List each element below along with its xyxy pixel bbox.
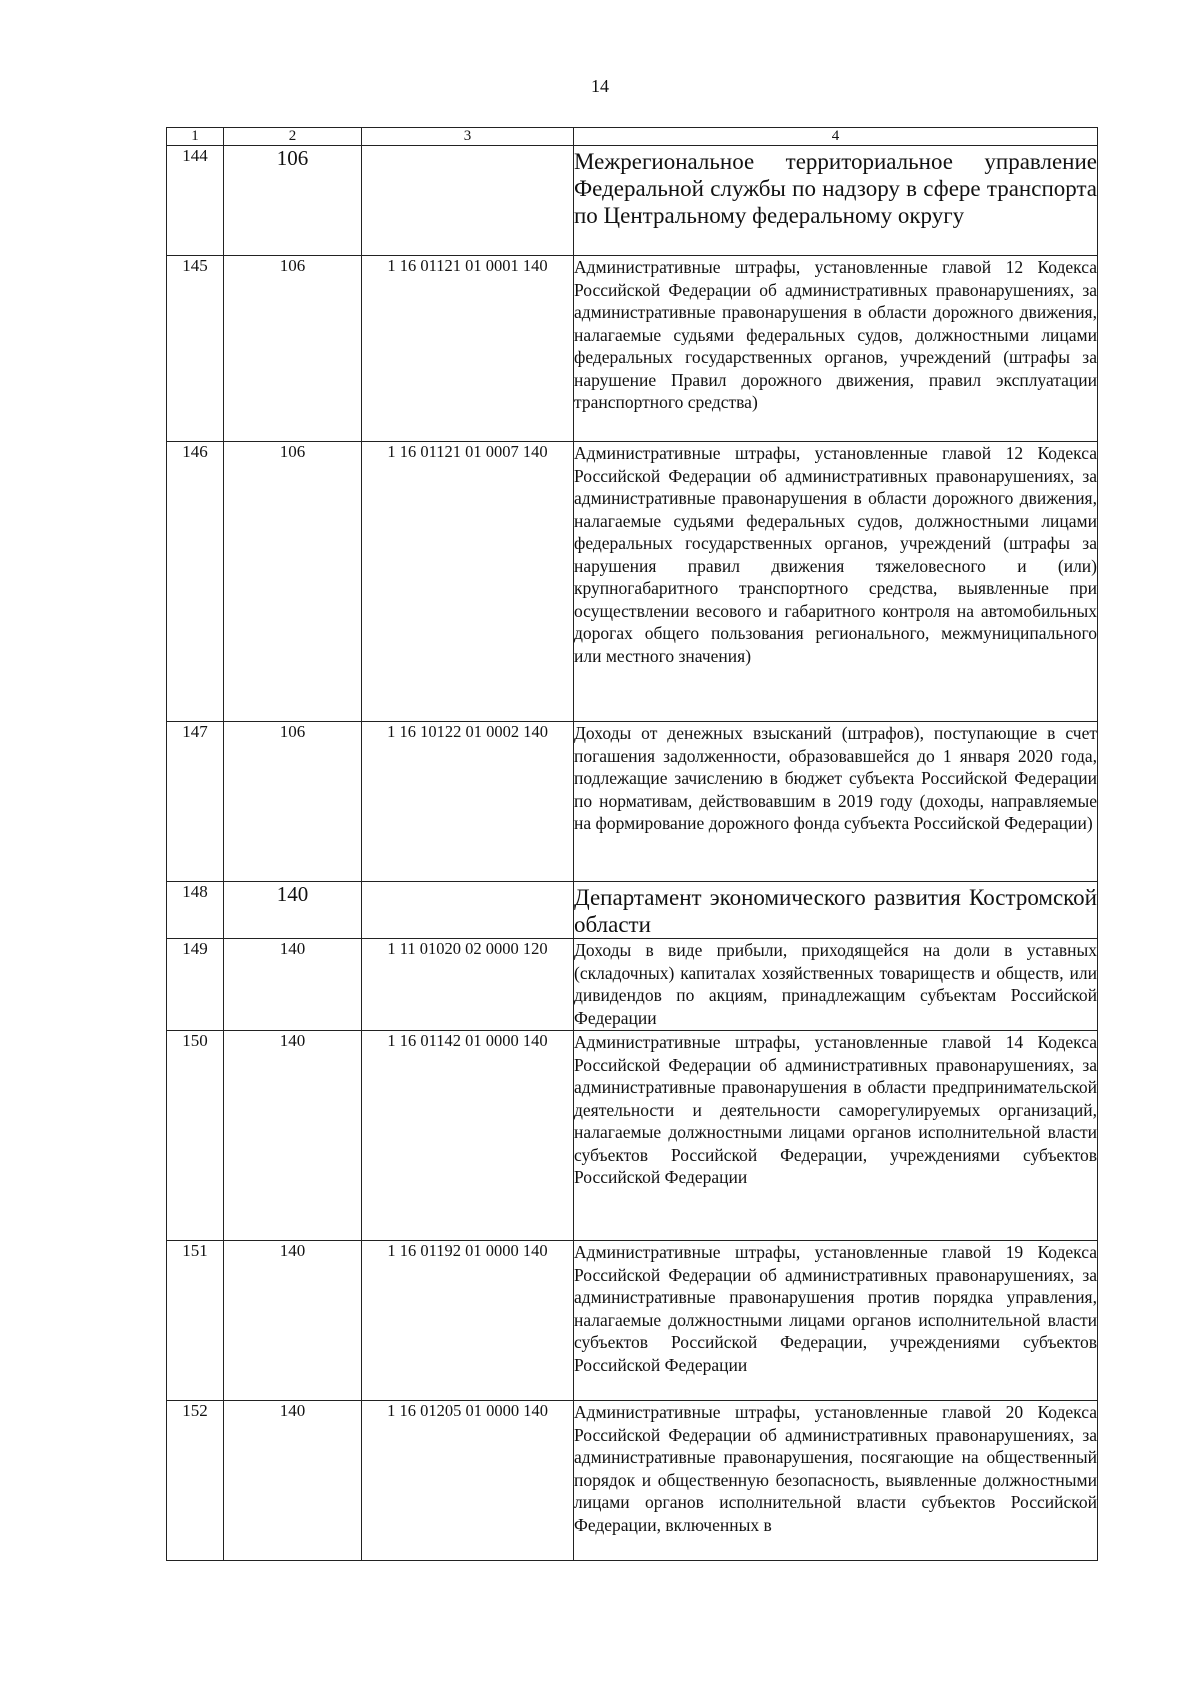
row-number: 147	[167, 722, 224, 882]
budget-code: 1 16 01192 01 0000 140	[362, 1241, 574, 1401]
admin-code: 140	[224, 939, 362, 1031]
row-number: 146	[167, 442, 224, 722]
budget-code: 1 11 01020 02 0000 120	[362, 939, 574, 1031]
header-row	[167, 128, 1098, 146]
budget-code: 1 16 01121 01 0007 140	[362, 442, 574, 722]
income-description: Административные штрафы, установленные главой 20 Кодекса Российской Федерации об административных правонарушениях, за административные правонарушения, посягающие на общественный порядок и общественную безопасность, выявленные должностными лицами органов исполнительной власти субъектов Российской Федерации, включенных в	[574, 1401, 1098, 1561]
admin-code: 106	[224, 442, 362, 722]
admin-code: 140	[224, 1401, 362, 1561]
budget-code: 1 16 01142 01 0000 140	[362, 1031, 574, 1241]
income-description: Административные штрафы, установленные главой 19 Кодекса Российской Федерации об административных правонарушениях, за административные правонарушения против порядка управления, налагаемые должностными лицами органов исполнительной власти субъектов Российской Федерации, учреждениями субъектов Российской Федерации	[574, 1241, 1098, 1401]
table-row	[167, 146, 1098, 256]
income-description: Административные штрафы, установленные главой 12 Кодекса Российской Федерации об административных правонарушениях, за административные правонарушения в области дорожного движения, налагаемые судьями федеральных судов, должностными лицами федеральных государственных органов, учреждений (штрафы за нарушения правил движения тяжеловесного и (или) крупногабаритного транспортного средства, выявленные при осуществлении весового и габаритного контроля на автомобильных дорогах общего пользования регионального, межмуниципального или местного значения)	[574, 442, 1098, 722]
admin-code: 106	[224, 256, 362, 442]
admin-code: 140	[224, 1241, 362, 1401]
row-number: 148	[167, 882, 224, 939]
admin-code: 140	[224, 1031, 362, 1241]
table-row	[167, 1031, 1098, 1241]
table-row	[167, 442, 1098, 722]
row-number: 150	[167, 1031, 224, 1241]
admin-code: 106	[224, 722, 362, 882]
budget-code: 1 16 01205 01 0000 140	[362, 1401, 574, 1561]
admin-code: 106	[224, 146, 362, 256]
table-row	[167, 939, 1098, 1031]
income-description: Департамент экономического развития Костромской области	[574, 882, 1098, 939]
row-number: 152	[167, 1401, 224, 1561]
page-number: 14	[591, 76, 609, 96]
budget-code: 1 16 01121 01 0001 140	[362, 256, 574, 442]
budget-code	[362, 882, 574, 939]
table-row	[167, 256, 1098, 442]
row-number: 149	[167, 939, 224, 1031]
column-header-1: 1	[167, 128, 224, 146]
row-number: 145	[167, 256, 224, 442]
income-description: Межрегиональное территориальное управление Федеральной службы по надзору в сфере транспорта по Центральному федеральному округу	[574, 146, 1098, 256]
column-header-2: 2	[224, 128, 362, 146]
table-row	[167, 882, 1098, 939]
row-number: 144	[167, 146, 224, 256]
income-description: Доходы в виде прибыли, приходящейся на доли в уставных (складочных) капиталах хозяйственных товариществ и обществ, или дивидендов по акциям, принадлежащим субъектам Российской Федерации	[574, 939, 1098, 1031]
row-number: 151	[167, 1241, 224, 1401]
income-description: Административные штрафы, установленные главой 12 Кодекса Российской Федерации об административных правонарушениях, за административные правонарушения в области дорожного движения, налагаемые судьями федеральных судов, должностными лицами федеральных государственных органов, учреждений (штрафы за нарушение Правил дорожного движения, правил эксплуатации транспортного средства)	[574, 256, 1098, 442]
budget-code	[362, 146, 574, 256]
revenue-table	[166, 127, 1098, 1561]
budget-code: 1 16 10122 01 0002 140	[362, 722, 574, 882]
table-row	[167, 722, 1098, 882]
column-header-4: 4	[574, 128, 1098, 146]
table-row	[167, 1241, 1098, 1401]
column-header-3: 3	[362, 128, 574, 146]
income-description: Доходы от денежных взысканий (штрафов), поступающие в счет погашения задолженности, образовавшейся до 1 января 2020 года, подлежащие зачислению в бюджет субъекта Российской Федерации по нормативам, действовавшим в 2019 году (доходы, направляемые на формирование дорожного фонда субъекта Российской Федерации)	[574, 722, 1098, 882]
income-description: Административные штрафы, установленные главой 14 Кодекса Российской Федерации об административных правонарушениях, за административные правонарушения в области предпринимательской деятельности и деятельности саморегулируемых организаций, налагаемые должностными лицами органов исполнительной власти субъектов Российской Федерации, учреждениями субъектов Российской Федерации	[574, 1031, 1098, 1241]
table-row	[167, 1401, 1098, 1561]
admin-code: 140	[224, 882, 362, 939]
